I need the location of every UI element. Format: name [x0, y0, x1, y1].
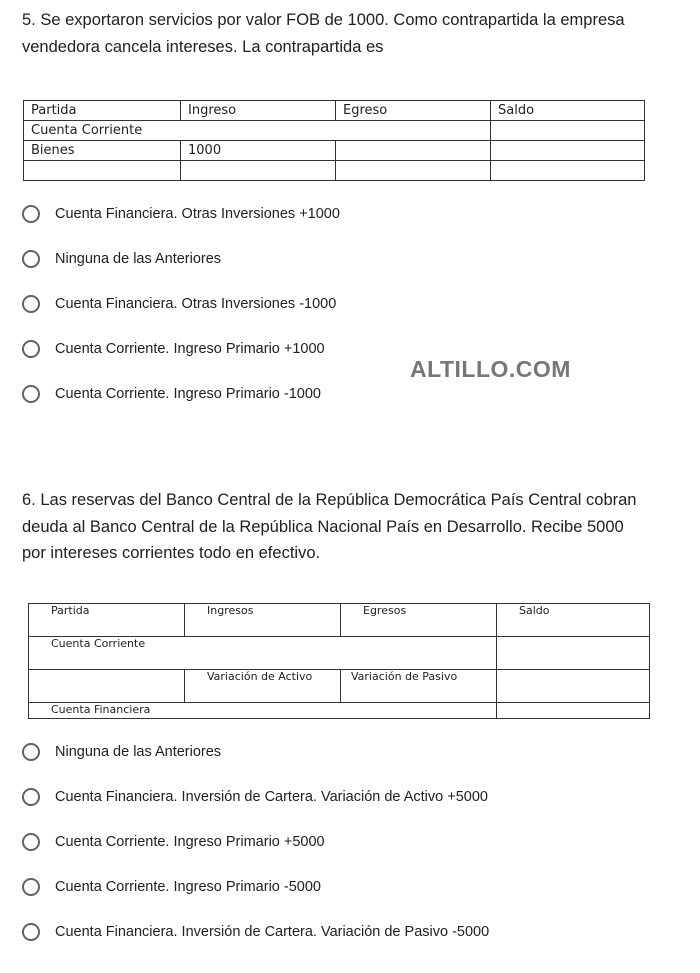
option-label: Cuenta Financiera. Otras Inversiones +1000 — [55, 206, 340, 222]
radio-circle-icon[interactable] — [22, 295, 40, 313]
table-cell: Variación de Activo — [185, 670, 341, 703]
option-label: Cuenta Corriente. Ingreso Primario +5000 — [55, 834, 325, 850]
option-label: Cuenta Financiera. Otras Inversiones -1000 — [55, 296, 337, 312]
table-cell: Bienes — [24, 141, 181, 161]
table-header: Egresos — [341, 604, 497, 637]
table-header: Ingresos — [185, 604, 341, 637]
option-radio[interactable] — [22, 385, 321, 403]
option-label: Cuenta Financiera. Inversión de Cartera. Variación de Activo +5000 — [55, 789, 488, 805]
table-header: Partida — [29, 604, 185, 637]
option-label: Cuenta Corriente. Ingreso Primario +1000 — [55, 341, 325, 357]
watermark: ALTILLO.COM — [410, 356, 571, 382]
option-label: Cuenta Corriente. Ingreso Primario -5000 — [55, 879, 321, 895]
question-6-table — [28, 603, 650, 719]
radio-circle-icon[interactable] — [22, 385, 40, 403]
option-label: Ninguna de las Anteriores — [55, 251, 222, 267]
table-header: Ingreso — [181, 101, 336, 121]
radio-circle-icon[interactable] — [22, 743, 40, 761]
question-5-text: 5. Se exportaron servicios por valor FOB de 1000. Como contrapartida la empresa vendedora cancela intereses. La contrapartida es — [22, 11, 625, 56]
table-cell: Cuenta Financiera — [29, 703, 497, 719]
table-cell: Cuenta Corriente — [24, 121, 491, 141]
option-radio[interactable] — [22, 205, 340, 223]
option-radio[interactable] — [22, 250, 221, 268]
table-cell: Cuenta Corriente — [29, 637, 497, 670]
radio-circle-icon[interactable] — [22, 250, 40, 268]
radio-circle-icon[interactable] — [22, 788, 40, 806]
radio-circle-icon[interactable] — [22, 340, 40, 358]
option-radio[interactable] — [22, 743, 221, 761]
table-header: Saldo — [497, 604, 650, 637]
radio-circle-icon[interactable] — [22, 205, 40, 223]
option-label: Cuenta Financiera. Inversión de Cartera. Variación de Pasivo -5000 — [55, 924, 490, 940]
option-radio[interactable] — [22, 788, 488, 806]
option-radio[interactable] — [22, 833, 325, 851]
table-header: Partida — [24, 101, 181, 121]
question-6-text: 6. Las reservas del Banco Central de la República Democrática País Central cobran deuda al Banco Central de la República Nacional País en Desarrollo. Recibe 5000 por intereses corrientes todo en efectivo. — [22, 491, 637, 562]
table-cell: Variación de Pasivo — [341, 670, 497, 703]
table-header: Egreso — [336, 101, 491, 121]
option-label: Cuenta Corriente. Ingreso Primario -1000 — [55, 386, 321, 402]
table-cell: 1000 — [181, 141, 336, 161]
radio-circle-icon[interactable] — [22, 878, 40, 896]
table-header: Saldo — [491, 101, 645, 121]
option-radio[interactable] — [22, 923, 489, 941]
radio-circle-icon[interactable] — [22, 923, 40, 941]
radio-circle-icon[interactable] — [22, 833, 40, 851]
option-radio[interactable] — [22, 878, 321, 896]
option-radio[interactable] — [22, 295, 336, 313]
option-radio[interactable] — [22, 340, 325, 358]
question-5-table — [23, 100, 645, 181]
option-label: Ninguna de las Anteriores — [55, 744, 222, 760]
